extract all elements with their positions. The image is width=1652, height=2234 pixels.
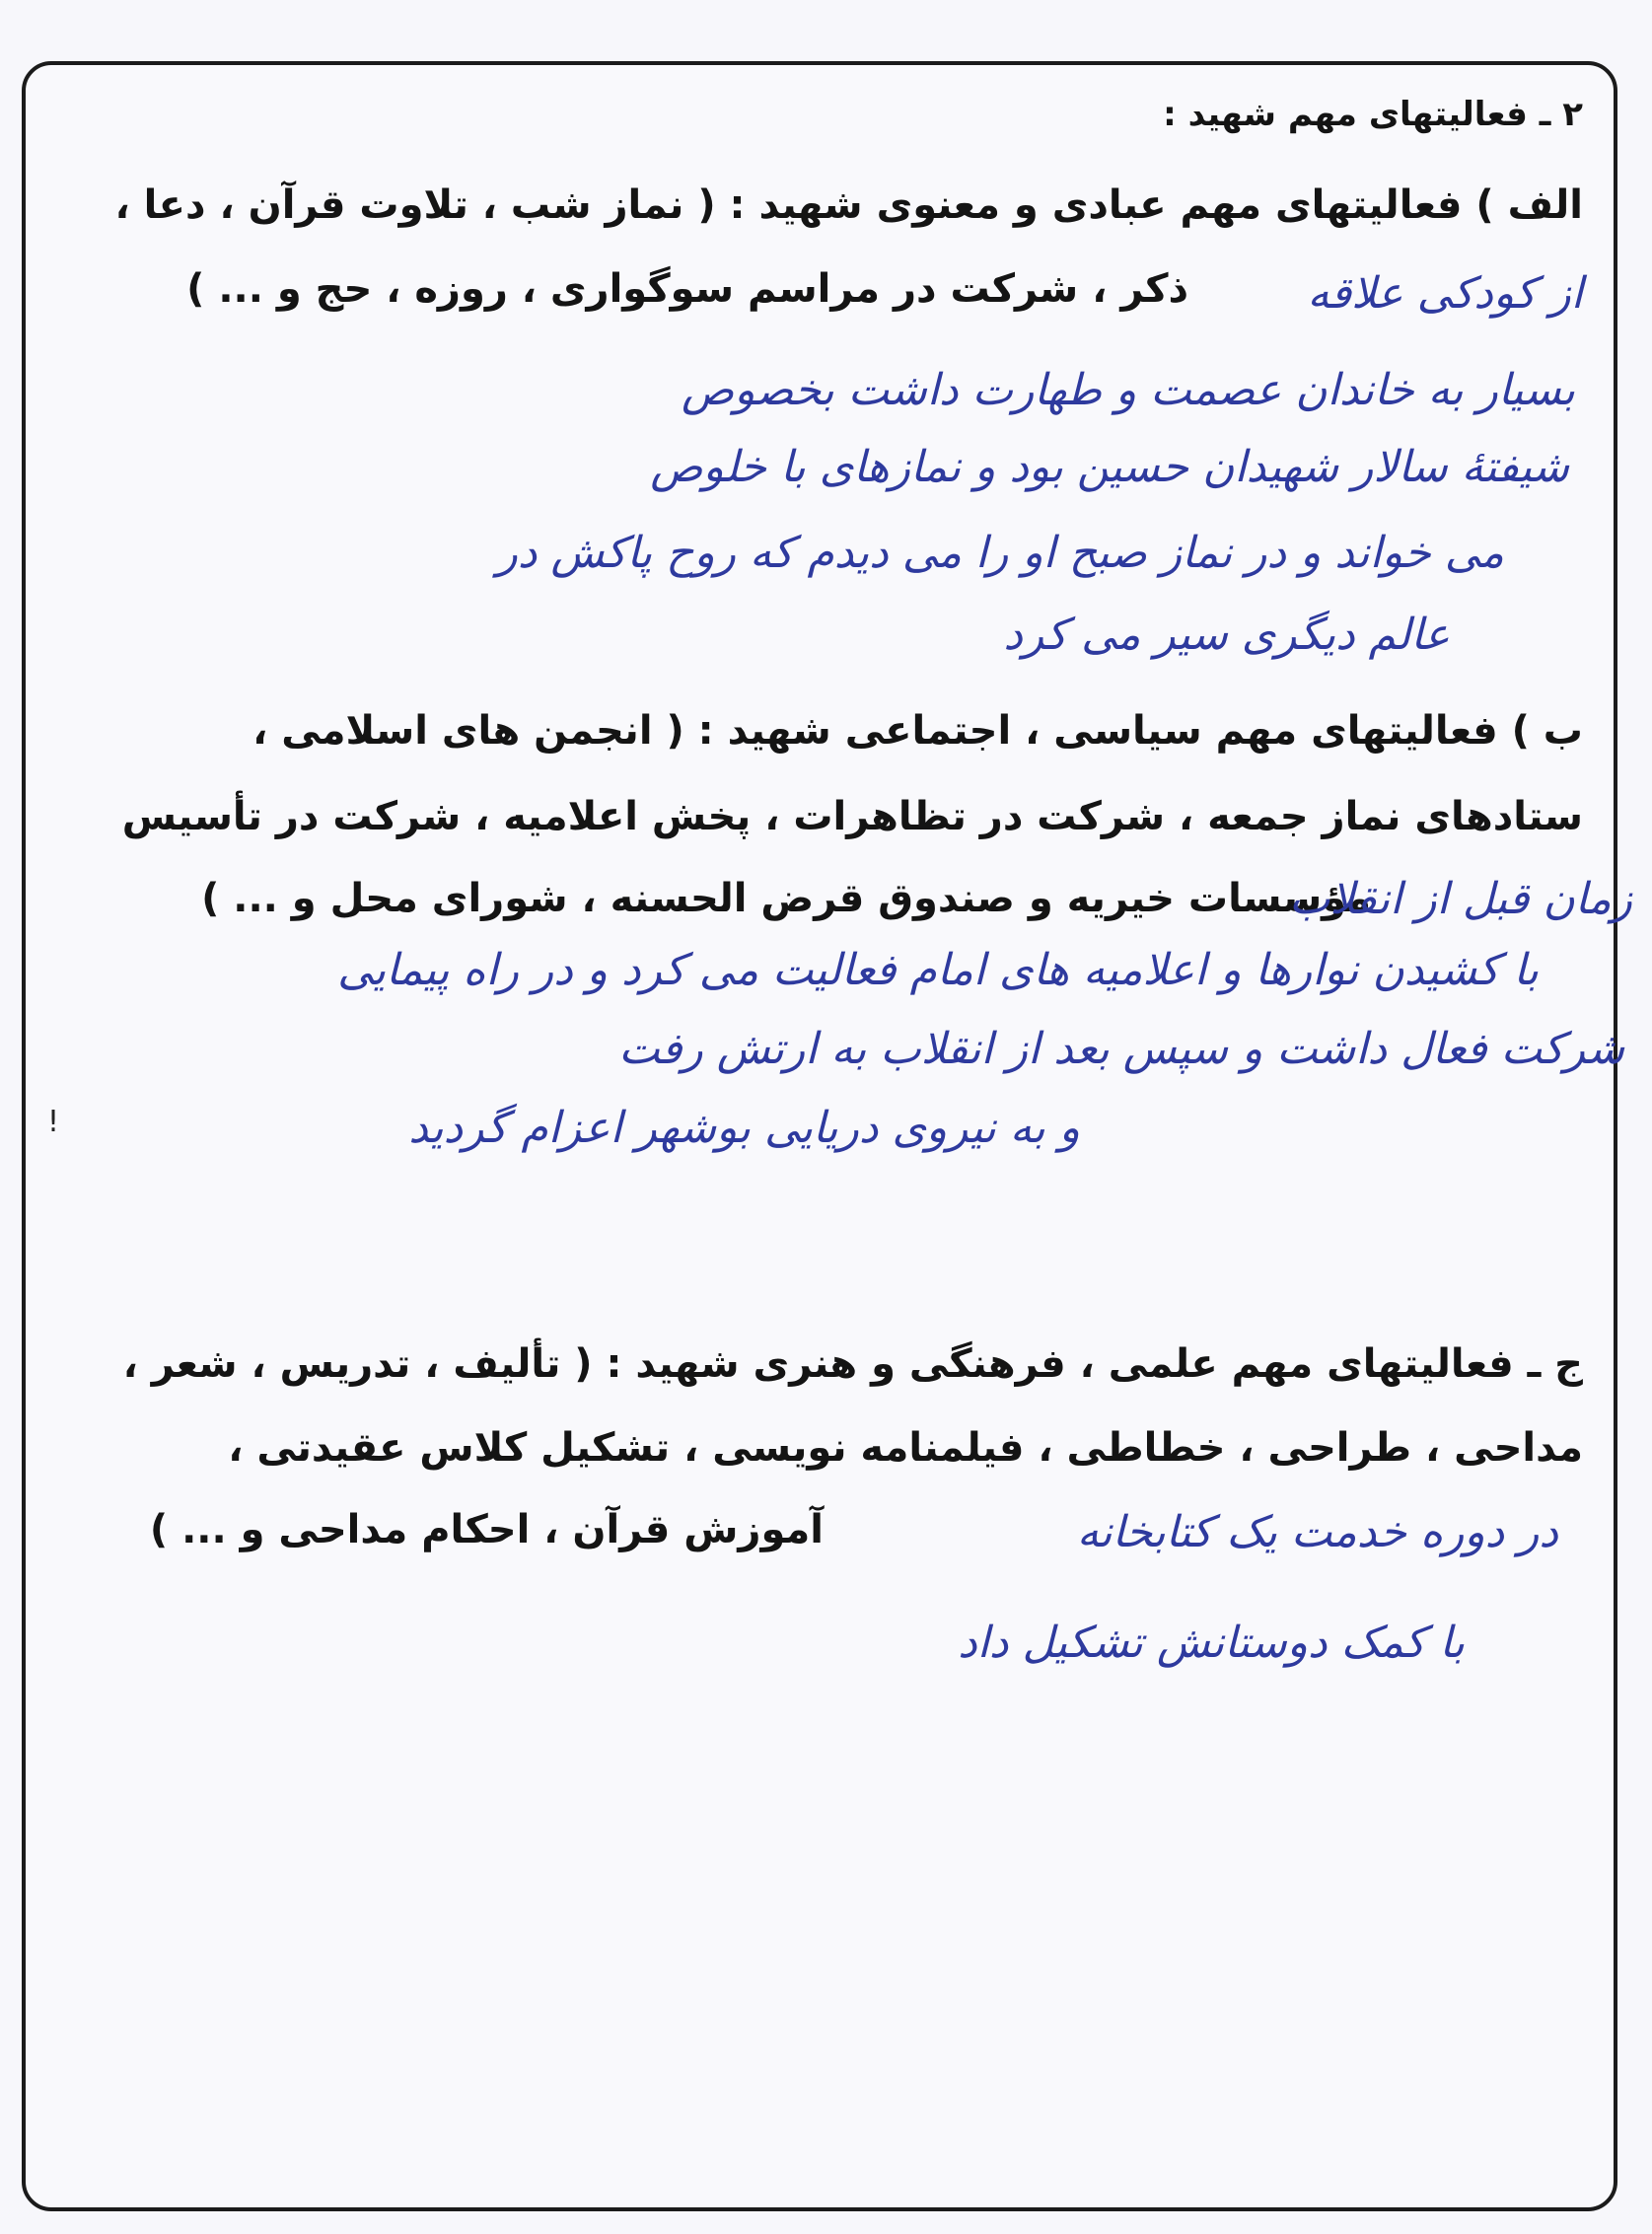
handwritten-alef-3: شیفتهٔ سالار شهیدان حسین بود و نمازهای با خلوص — [650, 442, 1569, 492]
handwritten-be-1: زمان قبل از انقلاب — [1288, 874, 1632, 924]
part-be-line-1: ب ) فعالیتهای مهم سیاسی ، اجتماعی شهید : ( انجمن های اسلامی ، — [252, 708, 1583, 754]
handwritten-alef-1: از کودکی علاقه — [1307, 268, 1583, 319]
handwritten-be-3: شرکت فعال داشت و سپس بعد از انقلاب به ارتش رفت — [618, 1024, 1624, 1074]
handwritten-alef-5: عالم دیگری سیر می کرد — [1003, 610, 1450, 660]
handwritten-alef-4: می خواند و در نماز صبح او را می دیدم که روح پاکش در — [496, 528, 1504, 578]
part-jim-line-1: ج ـ فعالیتهای مهم علمی ، فرهنگی و هنری شهید : ( تألیف ، تدریس ، شعر ، — [122, 1341, 1583, 1387]
part-jim-line-2: مداحی ، طراحی ، خطاطی ، فیلمنامه نویسی ، تشکیل کلاس عقیدتی ، — [228, 1425, 1583, 1471]
handwritten-jim-2: با کمک دوستانش تشکیل داد — [958, 1618, 1465, 1668]
part-jim-line-3: آموزش قرآن ، احکام مداحی و ... ) — [149, 1507, 824, 1552]
part-be-line-2: ستادهای نماز جمعه ، شرکت در تظاهرات ، پخش اعلامیه ، شرکت در تأسیس — [121, 794, 1583, 839]
handwritten-be-4: و به نیروی دریایی بوشهر اعزام گردید — [408, 1103, 1080, 1153]
handwritten-be-2: با کشیدن نوارها و اعلامیه های امام فعالیت می کرد و در راه پیمایی — [337, 945, 1539, 995]
part-alef-line-1: الف ) فعالیتهای مهم عبادی و معنوی شهید : ( نماز شب ، تلاوت قرآن ، دعا ، — [114, 182, 1583, 228]
part-alef-line-2: ذکر ، شرکت در مراسم سوگواری ، روزه ، حج و ... ) — [186, 266, 1188, 312]
part-be-line-3: مؤسسات خیریه و صندوق قرض الحسنه ، شورای محل و ... ) — [201, 876, 1371, 921]
handwritten-alef-2: بسیار به خاندان عصمت و طهارت داشت بخصوص — [682, 365, 1575, 415]
stray-mark: ! — [47, 1105, 60, 1139]
handwritten-jim-1: در دوره خدمت یک کتابخانه — [1076, 1507, 1558, 1557]
section-heading: ۲ ـ فعالیتهای مهم شهید : — [1163, 95, 1583, 134]
